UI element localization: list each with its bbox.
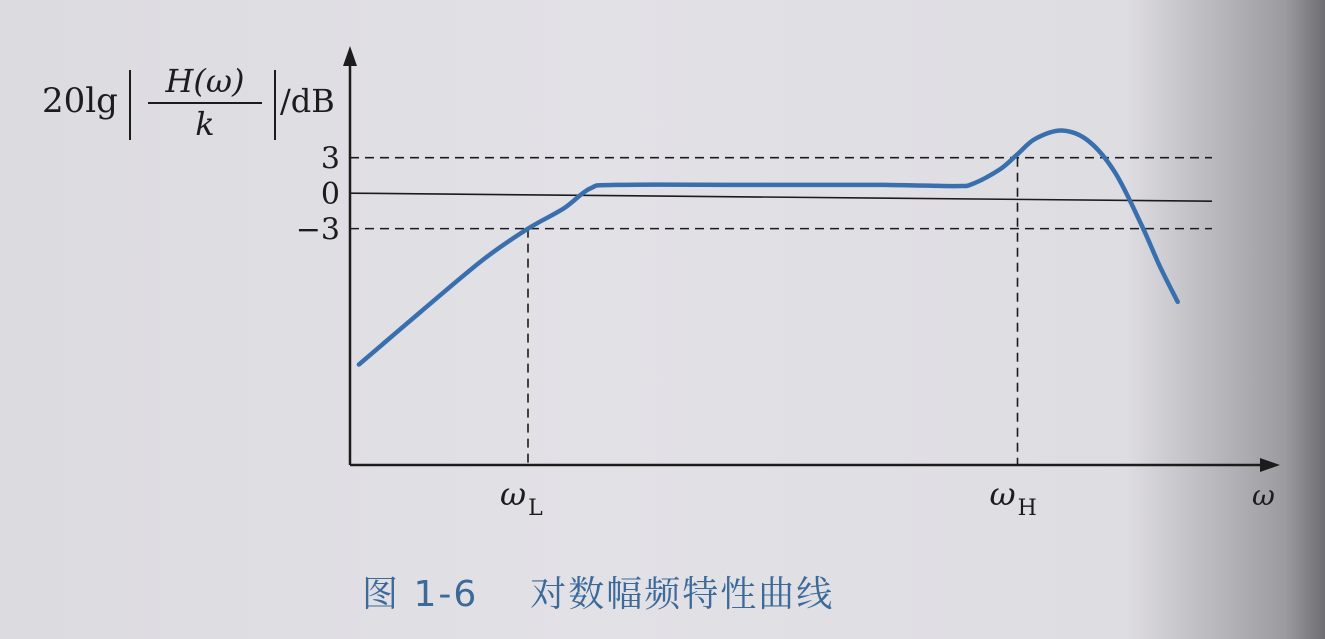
y-label-prefix: 20lg <box>42 81 118 121</box>
y-axis-arrow <box>343 46 357 66</box>
x-marker-group <box>500 158 1037 521</box>
x-axis-label: ω <box>1252 479 1275 512</box>
y-tick-group <box>296 142 1212 248</box>
figure-number: 图 1-6 <box>362 574 479 615</box>
y-guide-line-0 <box>350 193 1212 201</box>
figure-title: 对数幅频特性曲线 <box>530 574 835 615</box>
x-axis-arrow <box>1260 458 1280 472</box>
y-tick-label-0: 0 <box>320 177 340 213</box>
x-marker-label-l: $\omega_L$ <box>500 475 543 521</box>
y-label-denominator: k <box>195 105 215 143</box>
y-tick-label-3: 3 <box>320 141 340 177</box>
x-marker-label-h: $\omega_H$ <box>989 475 1037 521</box>
curve-group <box>359 131 1178 365</box>
y-tick-label-neg3: −3 <box>295 212 340 248</box>
y-axis-title <box>42 62 335 143</box>
y-label-numerator: H(ω) <box>165 62 245 100</box>
series-line-0 <box>359 131 1178 365</box>
figure-caption <box>362 566 834 617</box>
y-label-unit: /dB <box>280 82 335 120</box>
